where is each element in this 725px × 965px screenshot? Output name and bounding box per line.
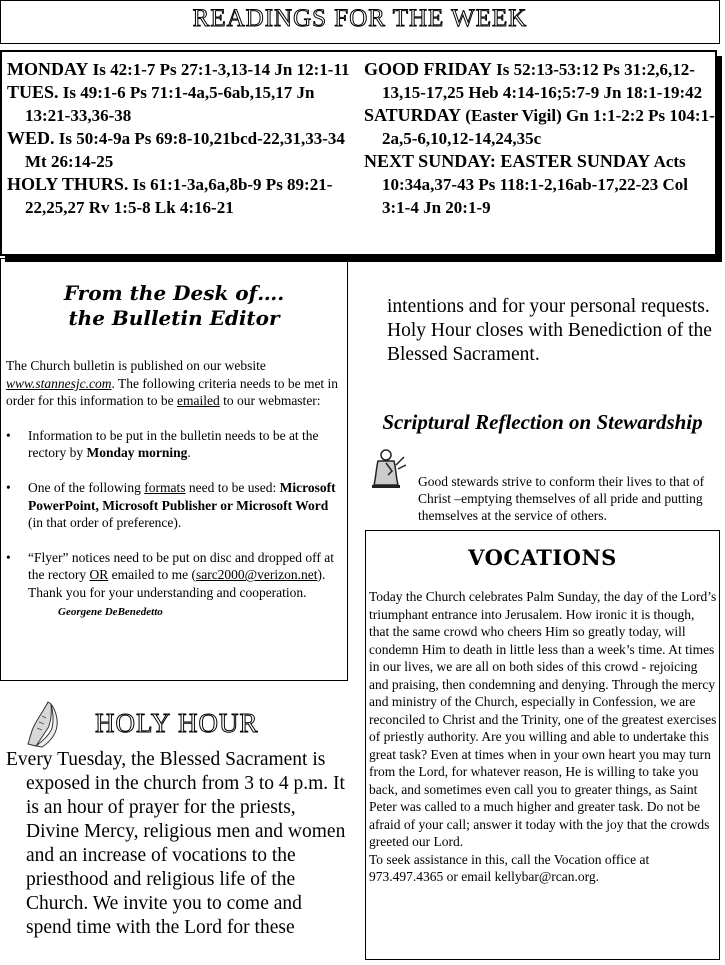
editor-body <box>6 357 340 621</box>
editor-thanks <box>6 584 340 621</box>
reading-day: NEXT SUNDAY: EASTER SUNDAY <box>364 151 651 171</box>
reading-day: GOOD FRIDAY <box>364 59 492 79</box>
website-link[interactable]: www.stannesjc.com <box>6 375 112 391</box>
criteria-text: (in that order of preference). <box>28 515 182 531</box>
editor-intro-text: to our webmaster: <box>219 393 321 409</box>
reading-good-friday <box>364 58 716 104</box>
editor-intro-text: The Church bulletin is published on our website <box>6 358 266 373</box>
vocations-body <box>369 588 717 886</box>
stewardship-body <box>364 473 720 524</box>
readings-right-column <box>364 58 716 219</box>
holy-hour-body <box>6 748 352 940</box>
editor-title <box>0 281 348 331</box>
reading-day: MONDAY <box>7 59 89 79</box>
reading-text: (Easter Vigil) Gn 1:1-2:2 Ps 104:1-2a,5-6,10,12-14,24,35c <box>382 106 715 148</box>
reading-monday <box>7 58 362 81</box>
or-word: OR <box>89 567 109 583</box>
vocations-text: Today the Church celebrates Palm Sunday, the day of the Lord’s triumphant entrance into Jerusalem. How ironic it is though, that the same crowd who cheers Him so greatly today, will condemn Him to death in little less than a week’s time. At times in our lives, we are all on both sides of this crowd - rejoicing and praising, then condemning and denying. Through the mercy and ministry of the Church, especially in Confession, we are reconciled to Christ and the Trinity, one of the greatest exercises of priestly authority. Are you willing and able to undertake this great task? Even at times when in your own heart you may turn from the Lord, for whatever reason, He is willing to take you back, and sometimes even call you to greater things, as Saint Peter was called to a much higher and greater task. Do not be afraid of your call; answer it today with the joy that the crowds greeted our Lord. <box>369 589 717 849</box>
vocations-title: VOCATIONS <box>468 545 617 570</box>
criteria-text: “Flyer” notices need to be put on disc and dropped off at the rectory <box>28 549 335 583</box>
editor-intro <box>6 357 340 410</box>
holy-hour-continued: intentions and for your personal requests. Holy Hour closes with Benediction of the Blessed Sacrament. <box>387 296 712 365</box>
criteria-bold: Monday morning <box>86 445 188 461</box>
reading-text: Acts 10:34a,37-43 Ps 118:1-2,16ab-17,22-23 Col 3:1-4 Jn 20:1-9 <box>382 152 688 217</box>
reading-day: TUES. <box>7 82 59 102</box>
criteria-text: . <box>187 445 191 461</box>
page-title: READINGS FOR THE WEEK <box>192 5 528 32</box>
criteria-text: emailed to me ( <box>108 567 196 583</box>
reading-day: HOLY THURS. <box>7 174 129 194</box>
formats-word: formats <box>144 479 186 495</box>
criteria-deadline <box>6 427 340 462</box>
editor-title-line2: the Bulletin Editor <box>68 306 280 330</box>
editor-email-link[interactable]: sarc2000@verizon.net <box>195 567 318 583</box>
criteria-bold: Microsoft PowerPoint, Microsoft Publisher or Microsoft Word <box>28 479 336 513</box>
criteria-flyer <box>6 549 340 584</box>
reading-text: Is 52:13-53:12 Ps 31:2,6,12-13,15-17,25 Heb 4:14-16;5:7-9 Jn 18:1-19:42 <box>382 60 703 102</box>
readings-box <box>0 50 717 256</box>
editor-title-line1: From the Desk of…. <box>63 281 285 305</box>
reading-tuesday <box>7 81 362 127</box>
criteria-text: Information to be put in the bulletin needs to be at the rectory by <box>28 427 319 461</box>
stewardship-title: Scriptural Reflection on Stewardship <box>382 410 703 434</box>
reading-text: Is 61:1-3a,6a,8b-9 Ps 89:21-22,25,27 Rv 1:5-8 Lk 4:16-21 <box>25 175 333 217</box>
readings-left-column <box>7 58 362 219</box>
thanks-text: Thank you for your understanding and cooperation. <box>28 584 307 600</box>
vocations-contact: To seek assistance in this, call the Vocation office at 973.497.4365 or email kellybar@rcan.org. <box>369 851 650 884</box>
reading-day: WED. <box>7 128 55 148</box>
praying-hands-icon <box>24 700 68 748</box>
reading-day: SATURDAY <box>364 105 462 125</box>
reading-wednesday <box>7 127 362 173</box>
reading-text: Is 50:4-9a Ps 69:8-10,21bcd-22,31,33-34 Mt 26:14-25 <box>25 129 345 171</box>
holy-hour-text: Every Tuesday, the Blessed Sacrament is exposed in the church from 3 to 4 p.m. It is an hour of prayer for the priests, Divine Mercy, religious men and women and an increase of vocations to the priesthood and religious life of the Church. We invite you to come and spend time with the Lord for these <box>6 749 346 938</box>
reading-saturday <box>364 104 716 150</box>
editor-intro-text: . The following criteria needs to be met in order for this information to be <box>6 375 339 409</box>
reading-text: Is 42:1-7 Ps 27:1-3,13-14 Jn 12:1-11 <box>88 60 350 79</box>
reading-easter-sunday <box>364 150 716 219</box>
emailed-word: emailed <box>176 393 220 409</box>
reading-holy-thursday <box>7 173 362 219</box>
criteria-text: One of the following <box>28 479 145 495</box>
criteria-text: ). <box>317 567 326 583</box>
holy-hour-title: HOLY HOUR <box>95 708 259 738</box>
criteria-formats <box>6 479 340 532</box>
signature: Georgene DeBenedetto <box>58 605 163 618</box>
stewardship-text: Good stewards strive to conform their lives to that of Christ –emptying themselves of all pride and putting themselves at the service of others. <box>418 474 705 523</box>
criteria-text: need to be used: <box>185 479 280 495</box>
reading-text: Is 49:1-6 Ps 71:1-4a,5-6ab,15,17 Jn 13:21-33,36-38 <box>25 83 315 125</box>
